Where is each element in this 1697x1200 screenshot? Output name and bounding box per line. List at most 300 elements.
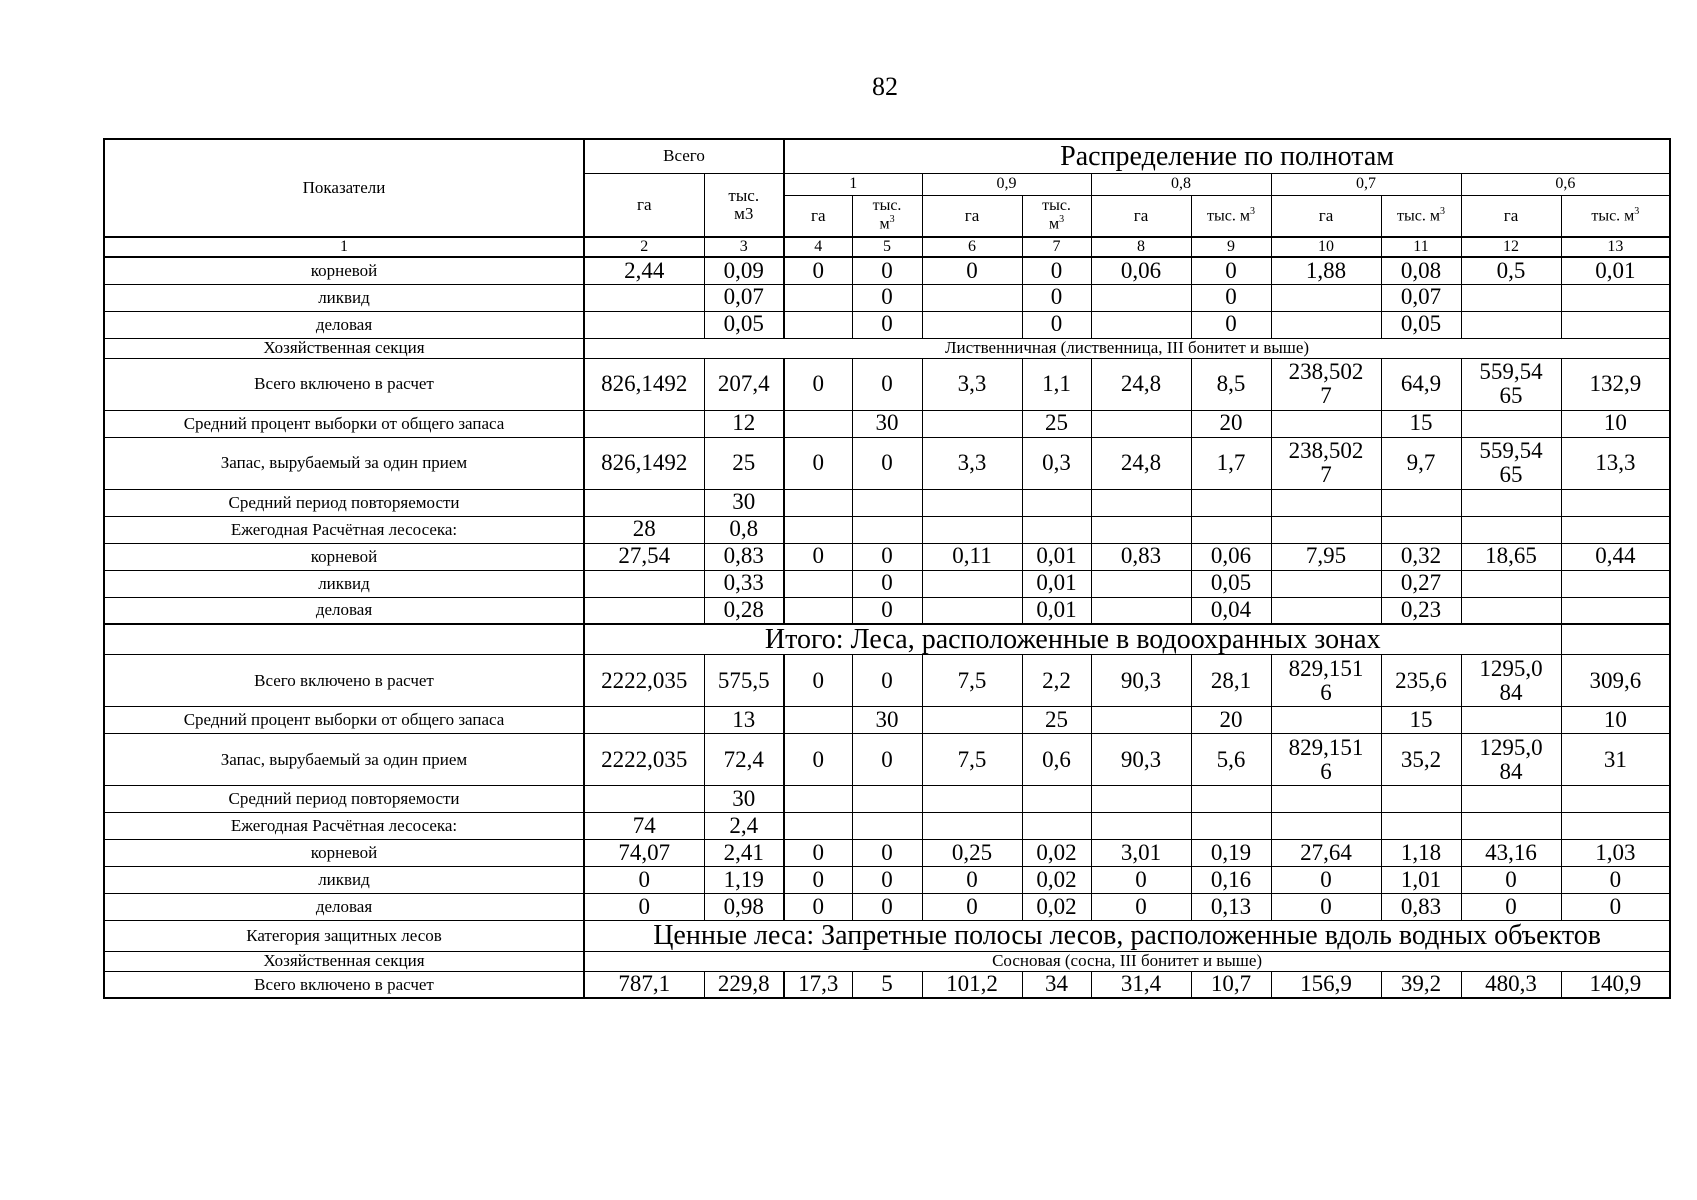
data-cell: 559,54 65 (1461, 358, 1561, 410)
data-cell: 2,4 (704, 813, 784, 840)
data-cell (784, 516, 852, 543)
data-cell: 0 (784, 655, 852, 707)
data-cell: 7,5 (922, 655, 1022, 707)
data-cell: 559,54 65 (1461, 437, 1561, 489)
data-cell: 20 (1191, 410, 1271, 437)
data-cell: 309,6 (1561, 655, 1670, 707)
data-cell (1271, 597, 1381, 624)
data-cell: 0 (1191, 257, 1271, 284)
data-cell: 0,05 (704, 311, 784, 338)
data-cell: 25 (704, 437, 784, 489)
data-cell (1561, 786, 1670, 813)
data-cell: 31,4 (1091, 971, 1191, 998)
column-number: 8 (1091, 237, 1191, 257)
data-cell: 0,5 (1461, 257, 1561, 284)
column-number: 1 (104, 237, 584, 257)
data-cell (1191, 516, 1271, 543)
table-row (104, 921, 1670, 951)
data-cell: 34 (1022, 971, 1091, 998)
data-cell (1271, 786, 1381, 813)
data-cell: 31 (1561, 734, 1670, 786)
data-cell: 0 (1461, 867, 1561, 894)
data-cell: 3,3 (922, 358, 1022, 410)
data-cell (1022, 813, 1091, 840)
data-cell (784, 284, 852, 311)
table-row (104, 707, 1670, 734)
data-cell: 3,3 (922, 437, 1022, 489)
data-cell: 0 (784, 437, 852, 489)
data-cell: 90,3 (1091, 655, 1191, 707)
data-cell (784, 410, 852, 437)
data-cell: 0 (852, 570, 922, 597)
data-cell: 0 (1091, 894, 1191, 921)
column-number: 9 (1191, 237, 1271, 257)
column-number: 2 (584, 237, 704, 257)
header-ha: га (922, 195, 1022, 237)
data-cell: 0,83 (1091, 543, 1191, 570)
data-cell: 15 (1381, 410, 1461, 437)
data-cell (922, 813, 1022, 840)
row-label: деловая (104, 597, 584, 624)
table-row (104, 971, 1670, 998)
data-cell (1461, 786, 1561, 813)
data-cell: 0,32 (1381, 543, 1461, 570)
table-row (104, 543, 1670, 570)
data-cell (922, 284, 1022, 311)
data-cell: 2222,035 (584, 655, 704, 707)
data-cell: 0 (584, 894, 704, 921)
header-ha: га (1461, 195, 1561, 237)
data-cell (584, 410, 704, 437)
data-cell: 27,54 (584, 543, 704, 570)
data-cell: 787,1 (584, 971, 704, 998)
row-label: ликвид (104, 867, 584, 894)
row-label: Средний процент выборки от общего запаса (104, 707, 584, 734)
data-cell: 0,25 (922, 840, 1022, 867)
data-cell (1271, 311, 1381, 338)
data-cell (1091, 597, 1191, 624)
data-cell: 0,01 (1022, 597, 1091, 624)
data-cell: 0,27 (1381, 570, 1461, 597)
section-name: Лиственничная (лиственница, III бонитет и выше) (584, 338, 1670, 358)
data-cell (1461, 284, 1561, 311)
data-cell: 0,33 (704, 570, 784, 597)
group-title: Итого: Леса, расположенные в водоохранных зонах (584, 624, 1561, 655)
header-density-0-8: 0,8 (1091, 173, 1271, 195)
data-cell: 17,3 (784, 971, 852, 998)
data-cell: 0 (1191, 284, 1271, 311)
header-ha: га (1091, 195, 1191, 237)
data-cell: 0,11 (922, 543, 1022, 570)
data-cell (1271, 707, 1381, 734)
data-cell (1271, 813, 1381, 840)
data-cell (1561, 516, 1670, 543)
data-cell (1461, 311, 1561, 338)
data-cell: 0 (784, 358, 852, 410)
data-cell: 7,5 (922, 734, 1022, 786)
column-number: 12 (1461, 237, 1561, 257)
data-cell (1091, 570, 1191, 597)
table-row (104, 786, 1670, 813)
data-cell (1271, 489, 1381, 516)
data-cell (1461, 597, 1561, 624)
data-cell: 39,2 (1381, 971, 1461, 998)
header-volume: тыс. $м^3$ (1191, 195, 1271, 237)
row-label: корневой (104, 840, 584, 867)
data-cell: 0 (1091, 867, 1191, 894)
table-row (104, 410, 1670, 437)
data-cell (1561, 311, 1670, 338)
header-volume: тыс. $м^3$ (1561, 195, 1670, 237)
column-number: 5 (852, 237, 922, 257)
data-cell: 826,1492 (584, 437, 704, 489)
data-cell: 207,4 (704, 358, 784, 410)
data-cell: 13,3 (1561, 437, 1670, 489)
row-label: деловая (104, 311, 584, 338)
data-cell: 0 (1022, 284, 1091, 311)
data-cell: 72,4 (704, 734, 784, 786)
data-cell: 30 (852, 410, 922, 437)
data-cell (1561, 284, 1670, 311)
header-total: Всего (584, 139, 784, 173)
column-number: 7 (1022, 237, 1091, 257)
data-cell: 15 (1381, 707, 1461, 734)
data-cell: 0,04 (1191, 597, 1271, 624)
data-cell: 0,05 (1191, 570, 1271, 597)
data-cell (852, 489, 922, 516)
data-cell: 826,1492 (584, 358, 704, 410)
data-cell: 30 (704, 786, 784, 813)
data-cell: 0 (784, 867, 852, 894)
data-cell: 0,06 (1191, 543, 1271, 570)
header-density-0-7: 0,7 (1271, 173, 1461, 195)
data-cell (1191, 489, 1271, 516)
data-cell: 0 (852, 597, 922, 624)
row-label: Хозяйственная секция (104, 951, 584, 971)
data-cell: 10 (1561, 707, 1670, 734)
row-label: Всего включено в расчет (104, 655, 584, 707)
data-cell: 140,9 (1561, 971, 1670, 998)
header-total-ha: га (584, 173, 704, 237)
data-cell: 0 (1271, 894, 1381, 921)
data-cell: 0,02 (1022, 894, 1091, 921)
data-cell (1381, 813, 1461, 840)
data-cell (584, 707, 704, 734)
data-cell: 74,07 (584, 840, 704, 867)
data-cell: 0 (852, 257, 922, 284)
data-cell: 0,08 (1381, 257, 1461, 284)
data-cell (784, 570, 852, 597)
data-cell: 0,19 (1191, 840, 1271, 867)
data-cell (1461, 516, 1561, 543)
header-indicators: Показатели (104, 139, 584, 237)
data-cell (784, 597, 852, 624)
empty-cell (1561, 624, 1670, 655)
data-cell: 0,05 (1381, 311, 1461, 338)
table-row (104, 867, 1670, 894)
data-cell: 25 (1022, 707, 1091, 734)
data-cell (1271, 410, 1381, 437)
table-row (104, 570, 1670, 597)
data-cell: 0 (852, 734, 922, 786)
data-cell: 0 (584, 867, 704, 894)
data-cell (584, 570, 704, 597)
table-row (104, 894, 1670, 921)
data-cell (1091, 410, 1191, 437)
header-ha: га (1271, 195, 1381, 237)
row-label: Средний период повторяемости (104, 786, 584, 813)
data-cell: 0,16 (1191, 867, 1271, 894)
data-cell: 156,9 (1271, 971, 1381, 998)
data-cell (584, 786, 704, 813)
data-cell: 2,44 (584, 257, 704, 284)
data-cell: 3,01 (1091, 840, 1191, 867)
table-row (104, 257, 1670, 284)
data-cell (1561, 597, 1670, 624)
data-cell: 10,7 (1191, 971, 1271, 998)
data-cell: 0,13 (1191, 894, 1271, 921)
data-cell: 480,3 (1461, 971, 1561, 998)
table-row (104, 624, 1670, 655)
data-cell: 0 (922, 894, 1022, 921)
data-cell: 0 (784, 840, 852, 867)
data-cell: 5 (852, 971, 922, 998)
data-cell: 28,1 (1191, 655, 1271, 707)
data-cell (1191, 786, 1271, 813)
data-cell: 0,06 (1091, 257, 1191, 284)
data-cell: 0 (784, 734, 852, 786)
data-cell (1461, 570, 1561, 597)
row-label: Хозяйственная секция (104, 338, 584, 358)
row-label: Ежегодная Расчётная лесосека: (104, 516, 584, 543)
data-cell: 0 (922, 257, 1022, 284)
data-cell: 1,01 (1381, 867, 1461, 894)
data-cell: 0,98 (704, 894, 784, 921)
data-cell: 1295,0 84 (1461, 734, 1561, 786)
data-cell (1091, 311, 1191, 338)
data-cell: 7,95 (1271, 543, 1381, 570)
data-cell: 0 (1191, 311, 1271, 338)
data-cell: 0 (784, 543, 852, 570)
data-cell (1022, 516, 1091, 543)
data-cell (1461, 813, 1561, 840)
data-cell (1091, 284, 1191, 311)
row-label: ликвид (104, 570, 584, 597)
data-cell (1381, 786, 1461, 813)
data-cell (922, 489, 1022, 516)
data-cell: 235,6 (1381, 655, 1461, 707)
table-row (104, 516, 1670, 543)
data-cell: 90,3 (1091, 734, 1191, 786)
row-label: Запас, вырубаемый за один прием (104, 734, 584, 786)
data-cell: 0 (852, 840, 922, 867)
data-cell (784, 489, 852, 516)
data-cell: 229,8 (704, 971, 784, 998)
header-ha: га (784, 195, 852, 237)
data-cell: 9,7 (1381, 437, 1461, 489)
data-cell (1381, 489, 1461, 516)
table-row (104, 655, 1670, 707)
table-row (104, 597, 1670, 624)
data-cell: 0,8 (704, 516, 784, 543)
data-cell (922, 707, 1022, 734)
data-cell: 5,6 (1191, 734, 1271, 786)
data-cell: 1,1 (1022, 358, 1091, 410)
column-number: 3 (704, 237, 784, 257)
data-cell (784, 813, 852, 840)
data-cell: 1,19 (704, 867, 784, 894)
header-volume: тыс. $м^3$ (1022, 195, 1091, 237)
data-cell: 0 (1022, 311, 1091, 338)
data-cell: 1,7 (1191, 437, 1271, 489)
data-cell: 829,151 6 (1271, 655, 1381, 707)
table-row (104, 489, 1670, 516)
header-density-0-9: 0,9 (922, 173, 1091, 195)
header-density-0-6: 0,6 (1461, 173, 1670, 195)
table-row (104, 437, 1670, 489)
table-row (104, 840, 1670, 867)
data-cell (1191, 813, 1271, 840)
row-label (104, 624, 584, 655)
data-cell (1091, 786, 1191, 813)
table-row (104, 358, 1670, 410)
data-cell: 0 (852, 867, 922, 894)
forest-stand-table (103, 138, 1671, 999)
data-cell: 0 (852, 437, 922, 489)
data-cell: 0 (852, 543, 922, 570)
data-cell: 0 (1271, 867, 1381, 894)
data-cell: 0,83 (1381, 894, 1461, 921)
data-cell: 0 (852, 311, 922, 338)
data-cell: 1,88 (1271, 257, 1381, 284)
data-cell: 0,6 (1022, 734, 1091, 786)
row-label: корневой (104, 257, 584, 284)
column-number: 4 (784, 237, 852, 257)
data-cell: 1,03 (1561, 840, 1670, 867)
column-number: 11 (1381, 237, 1461, 257)
data-cell (922, 410, 1022, 437)
data-cell: 575,5 (704, 655, 784, 707)
data-cell: 0,83 (704, 543, 784, 570)
data-cell (852, 786, 922, 813)
data-cell: 0,28 (704, 597, 784, 624)
data-cell (1091, 813, 1191, 840)
data-cell (1022, 786, 1091, 813)
group-title: Ценные леса: Запретные полосы лесов, расположенные вдоль водных объектов (584, 921, 1670, 951)
section-name: Сосновая (сосна, III бонитет и выше) (584, 951, 1670, 971)
table-row (104, 734, 1670, 786)
data-cell: 101,2 (922, 971, 1022, 998)
data-cell: 0 (852, 894, 922, 921)
table-row (104, 311, 1670, 338)
row-label: корневой (104, 543, 584, 570)
data-cell (1461, 707, 1561, 734)
data-cell: 0,01 (1022, 543, 1091, 570)
data-cell: 0,01 (1022, 570, 1091, 597)
data-cell (1561, 813, 1670, 840)
data-cell: 24,8 (1091, 437, 1191, 489)
row-label: деловая (104, 894, 584, 921)
data-cell: 132,9 (1561, 358, 1670, 410)
column-number: 10 (1271, 237, 1381, 257)
header-total-volume: тыс. м3 (704, 173, 784, 237)
data-cell: 0,02 (1022, 840, 1091, 867)
column-number: 13 (1561, 237, 1670, 257)
header-density-1: 1 (784, 173, 922, 195)
header-volume: тыс. $м^3$ (1381, 195, 1461, 237)
data-cell: 0 (852, 284, 922, 311)
data-cell: 10 (1561, 410, 1670, 437)
data-cell (1091, 489, 1191, 516)
table-row (104, 813, 1670, 840)
data-cell: 8,5 (1191, 358, 1271, 410)
data-cell: 0 (852, 358, 922, 410)
data-cell: 0 (922, 867, 1022, 894)
data-cell: 0 (1561, 894, 1670, 921)
row-label: Запас, вырубаемый за один прием (104, 437, 584, 489)
table-row (104, 338, 1670, 358)
data-cell: 0,3 (1022, 437, 1091, 489)
data-cell (1091, 516, 1191, 543)
data-cell: 74 (584, 813, 704, 840)
data-cell (1461, 489, 1561, 516)
data-cell (922, 786, 1022, 813)
data-cell (852, 516, 922, 543)
row-label: ликвид (104, 284, 584, 311)
page-number: 82 (872, 72, 898, 101)
data-cell: 20 (1191, 707, 1271, 734)
data-cell: 238,502 7 (1271, 437, 1381, 489)
column-number: 6 (922, 237, 1022, 257)
data-cell (1561, 570, 1670, 597)
data-cell: 0,07 (704, 284, 784, 311)
data-cell: 0 (1022, 257, 1091, 284)
data-cell (1271, 570, 1381, 597)
data-cell (922, 570, 1022, 597)
data-cell: 2,2 (1022, 655, 1091, 707)
data-cell (584, 284, 704, 311)
data-cell: 0,02 (1022, 867, 1091, 894)
header-distribution: Распределение по полнотам (784, 139, 1670, 173)
data-cell: 829,151 6 (1271, 734, 1381, 786)
data-cell (1271, 516, 1381, 543)
data-cell: 18,65 (1461, 543, 1561, 570)
data-cell: 28 (584, 516, 704, 543)
data-cell: 238,502 7 (1271, 358, 1381, 410)
data-cell: 1295,0 84 (1461, 655, 1561, 707)
data-cell: 0,44 (1561, 543, 1670, 570)
data-cell: 0 (784, 894, 852, 921)
data-cell (922, 516, 1022, 543)
data-cell: 35,2 (1381, 734, 1461, 786)
data-cell (852, 813, 922, 840)
data-cell: 30 (852, 707, 922, 734)
row-label: Всего включено в расчет (104, 358, 584, 410)
data-cell: 0 (1461, 894, 1561, 921)
data-cell: 64,9 (1381, 358, 1461, 410)
data-cell: 0 (852, 655, 922, 707)
data-cell (784, 311, 852, 338)
data-cell (584, 597, 704, 624)
data-cell: 13 (704, 707, 784, 734)
data-cell (584, 489, 704, 516)
data-cell: 43,16 (1461, 840, 1561, 867)
row-label: Средний период повторяемости (104, 489, 584, 516)
data-cell: 0,23 (1381, 597, 1461, 624)
data-cell: 27,64 (1271, 840, 1381, 867)
data-cell (1271, 284, 1381, 311)
data-cell: 24,8 (1091, 358, 1191, 410)
